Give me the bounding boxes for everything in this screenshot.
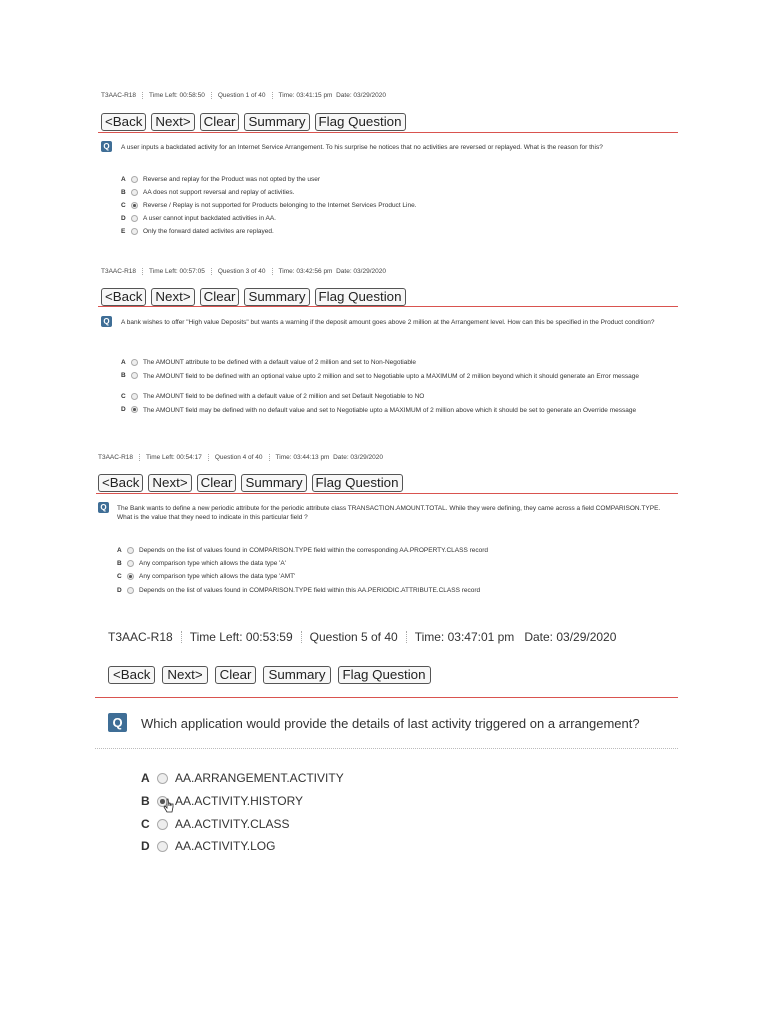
- exam-date: Date: 03/29/2020: [336, 92, 386, 99]
- option-d[interactable]: [121, 406, 683, 415]
- clear-button[interactable]: Clear: [197, 474, 237, 492]
- radio-button-selected[interactable]: [127, 573, 134, 580]
- radio-button[interactable]: [127, 587, 134, 594]
- option-letter: D: [121, 215, 126, 222]
- option-a[interactable]: [141, 771, 344, 785]
- exam-code: T3AAC-R18: [101, 268, 137, 275]
- option-b[interactable]: [117, 560, 286, 567]
- clock-time: Time: 03:42:56 pm: [278, 268, 333, 275]
- question-icon: Q: [101, 141, 112, 152]
- option-label: The AMOUNT attribute to be defined with a default value of 2 million and set to Non-Negotiable: [143, 359, 417, 366]
- summary-button[interactable]: Summary: [263, 666, 330, 684]
- option-label: AA.ACTIVITY.HISTORY: [175, 794, 304, 808]
- radio-button[interactable]: [157, 819, 168, 830]
- option-letter: B: [117, 560, 122, 567]
- clear-button[interactable]: Clear: [215, 666, 257, 684]
- option-letter: C: [117, 573, 122, 580]
- radio-button[interactable]: [157, 773, 168, 784]
- exam-status-bar: [108, 630, 616, 644]
- option-label: AA.ARRANGEMENT.ACTIVITY: [175, 771, 344, 785]
- divider: [98, 306, 678, 307]
- question-text: A user inputs a backdated activity for an Internet Service Arrangement. To his surprise he notices that no activities are reversed or replayed. What is the reason for this?: [121, 144, 603, 151]
- option-label: Reverse and replay for the Product was not opted by the user: [143, 176, 321, 183]
- option-letter: E: [121, 228, 126, 235]
- clock-time: Time: 03:41:15 pm: [278, 92, 333, 99]
- exam-status-bar: [101, 268, 386, 275]
- exam-status-bar: [98, 454, 383, 461]
- next-button[interactable]: Next>: [148, 474, 191, 492]
- flag-question-button[interactable]: Flag Question: [312, 474, 403, 492]
- clock-time: Time: 03:47:01 pm: [414, 630, 515, 644]
- option-c[interactable]: [121, 393, 424, 400]
- radio-button[interactable]: [127, 547, 134, 554]
- option-letter: A: [141, 771, 150, 785]
- radio-button-selected[interactable]: [131, 406, 138, 413]
- toolbar: [108, 666, 438, 684]
- option-a[interactable]: [117, 547, 488, 554]
- option-label: Only the forward dated activites are replayed.: [143, 228, 274, 235]
- option-letter: C: [141, 817, 150, 831]
- option-letter: B: [121, 372, 126, 379]
- radio-button[interactable]: [131, 393, 138, 400]
- radio-button[interactable]: [131, 176, 138, 183]
- option-label: Reverse / Replay is not supported for Products belonging to the Internet Services Product Line.: [143, 202, 417, 209]
- option-label: The AMOUNT field to be defined with a default value of 2 million and set Default Negotiable to NO: [143, 393, 425, 400]
- option-label: Any comparison type which allows the data type 'AMT': [139, 573, 296, 580]
- option-letter: A: [121, 176, 126, 183]
- back-button[interactable]: <Back: [98, 474, 143, 492]
- option-label: Any comparison type which allows the data type 'A': [139, 560, 287, 567]
- question-text: A bank wishes to offer "High value Deposits" but wants a warning if the deposit amount goes above 2 million at the Arrangement level. How can this be specified in the Product condition?: [121, 319, 655, 326]
- toolbar: [98, 474, 408, 492]
- exam-code: T3AAC-R18: [98, 454, 134, 461]
- toolbar: [101, 288, 411, 306]
- exam-date: Date: 03/29/2020: [333, 454, 383, 461]
- clear-button[interactable]: Clear: [200, 113, 240, 131]
- exam-code: T3AAC-R18: [108, 630, 173, 644]
- option-b[interactable]: [121, 372, 683, 381]
- question-text: Which application would provide the details of last activity triggered on a arrangement?: [141, 716, 640, 731]
- question-counter: Question 5 of 40: [309, 630, 398, 644]
- option-letter: D: [117, 587, 122, 594]
- option-c[interactable]: [121, 202, 417, 209]
- next-button[interactable]: Next>: [151, 113, 194, 131]
- option-letter: C: [121, 202, 126, 209]
- option-e[interactable]: [121, 228, 274, 235]
- summary-button[interactable]: Summary: [244, 288, 309, 306]
- time-left: Time Left: 00:53:59: [189, 630, 293, 644]
- radio-button[interactable]: [131, 228, 138, 235]
- summary-button[interactable]: Summary: [244, 113, 309, 131]
- back-button[interactable]: <Back: [101, 113, 146, 131]
- divider: [98, 132, 678, 133]
- option-label: Depends on the list of values found in COMPARISON.TYPE field within this AA.PERIODIC.ATTRIBUTE.CLASS record: [139, 587, 481, 594]
- question-icon: Q: [108, 713, 127, 732]
- radio-button[interactable]: [127, 560, 134, 567]
- radio-button[interactable]: [131, 359, 138, 366]
- option-letter: A: [117, 547, 122, 554]
- question-icon: Q: [101, 316, 112, 327]
- time-left: Time Left: 00:58:50: [149, 92, 205, 99]
- pointer-cursor-icon: [163, 798, 175, 814]
- clear-button[interactable]: Clear: [200, 288, 240, 306]
- next-button[interactable]: Next>: [151, 288, 194, 306]
- option-d[interactable]: [141, 839, 275, 853]
- option-c[interactable]: [141, 817, 290, 831]
- divider: [95, 697, 678, 698]
- option-label: Depends on the list of values found in COMPARISON.TYPE field within the corresponding AA.PROPERTY.CLASS record: [139, 547, 489, 554]
- option-letter: C: [121, 393, 126, 400]
- option-a[interactable]: [121, 176, 320, 183]
- flag-question-button[interactable]: Flag Question: [315, 288, 406, 306]
- flag-question-button[interactable]: Flag Question: [315, 113, 406, 131]
- exam-date: Date: 03/29/2020: [524, 630, 617, 644]
- option-letter: B: [141, 794, 150, 808]
- option-letter: D: [141, 839, 150, 853]
- toolbar: [101, 113, 411, 131]
- option-letter: D: [121, 406, 126, 413]
- option-label: The AMOUNT field to be defined with an optional value upto 2 million and set to Negotiable upto a MAXIMUM of 2 million beyond which it should generate an Error message: [143, 373, 639, 380]
- option-letter: A: [121, 359, 126, 366]
- time-left: Time Left: 00:57:05: [149, 268, 205, 275]
- option-letter: B: [121, 189, 126, 196]
- question-counter: Question 1 of 40: [217, 92, 266, 99]
- option-label: AA does not support reversal and replay of activities.: [143, 189, 295, 196]
- question-icon: Q: [98, 502, 109, 513]
- radio-button[interactable]: [131, 372, 138, 379]
- radio-button[interactable]: [131, 189, 138, 196]
- question-counter: Question 4 of 40: [214, 454, 263, 461]
- question-text: The Bank wants to define a new periodic attribute for the periodic attribute class TRANSACTION.AMOUNT.TOTAL. While they were defining, they came across a field COMPARISON.TYPE. What is the value that they need to indicate in this particular field ?: [117, 505, 661, 521]
- exam-status-bar: [101, 92, 386, 99]
- divider: [96, 493, 678, 494]
- option-a[interactable]: [121, 359, 416, 366]
- summary-button[interactable]: Summary: [241, 474, 306, 492]
- next-button[interactable]: Next>: [162, 666, 207, 684]
- option-d[interactable]: [117, 587, 480, 594]
- option-label: AA.ACTIVITY.CLASS: [175, 817, 290, 831]
- radio-button[interactable]: [157, 841, 168, 852]
- option-c[interactable]: [117, 573, 295, 580]
- option-label: AA.ACTIVITY.LOG: [175, 839, 276, 853]
- option-b[interactable]: [121, 189, 294, 196]
- back-button[interactable]: <Back: [101, 288, 146, 306]
- flag-question-button[interactable]: Flag Question: [338, 666, 431, 684]
- option-d[interactable]: [121, 215, 276, 222]
- option-label: A user cannot input backdated activities in AA.: [143, 215, 276, 222]
- radio-button[interactable]: [131, 215, 138, 222]
- clock-time: Time: 03:44:13 pm: [275, 454, 330, 461]
- radio-button-selected[interactable]: [131, 202, 138, 209]
- time-left: Time Left: 00:54:17: [146, 454, 202, 461]
- exam-code: T3AAC-R18: [101, 92, 137, 99]
- exam-date: Date: 03/29/2020: [336, 268, 386, 275]
- dotted-separator: [95, 748, 678, 749]
- option-label: The AMOUNT field may be defined with no default value and set to Negotiable upto a MAXIMUM of 2 million above which it should be set to generate an Override message: [143, 407, 637, 414]
- back-button[interactable]: <Back: [108, 666, 155, 684]
- question-counter: Question 3 of 40: [217, 268, 266, 275]
